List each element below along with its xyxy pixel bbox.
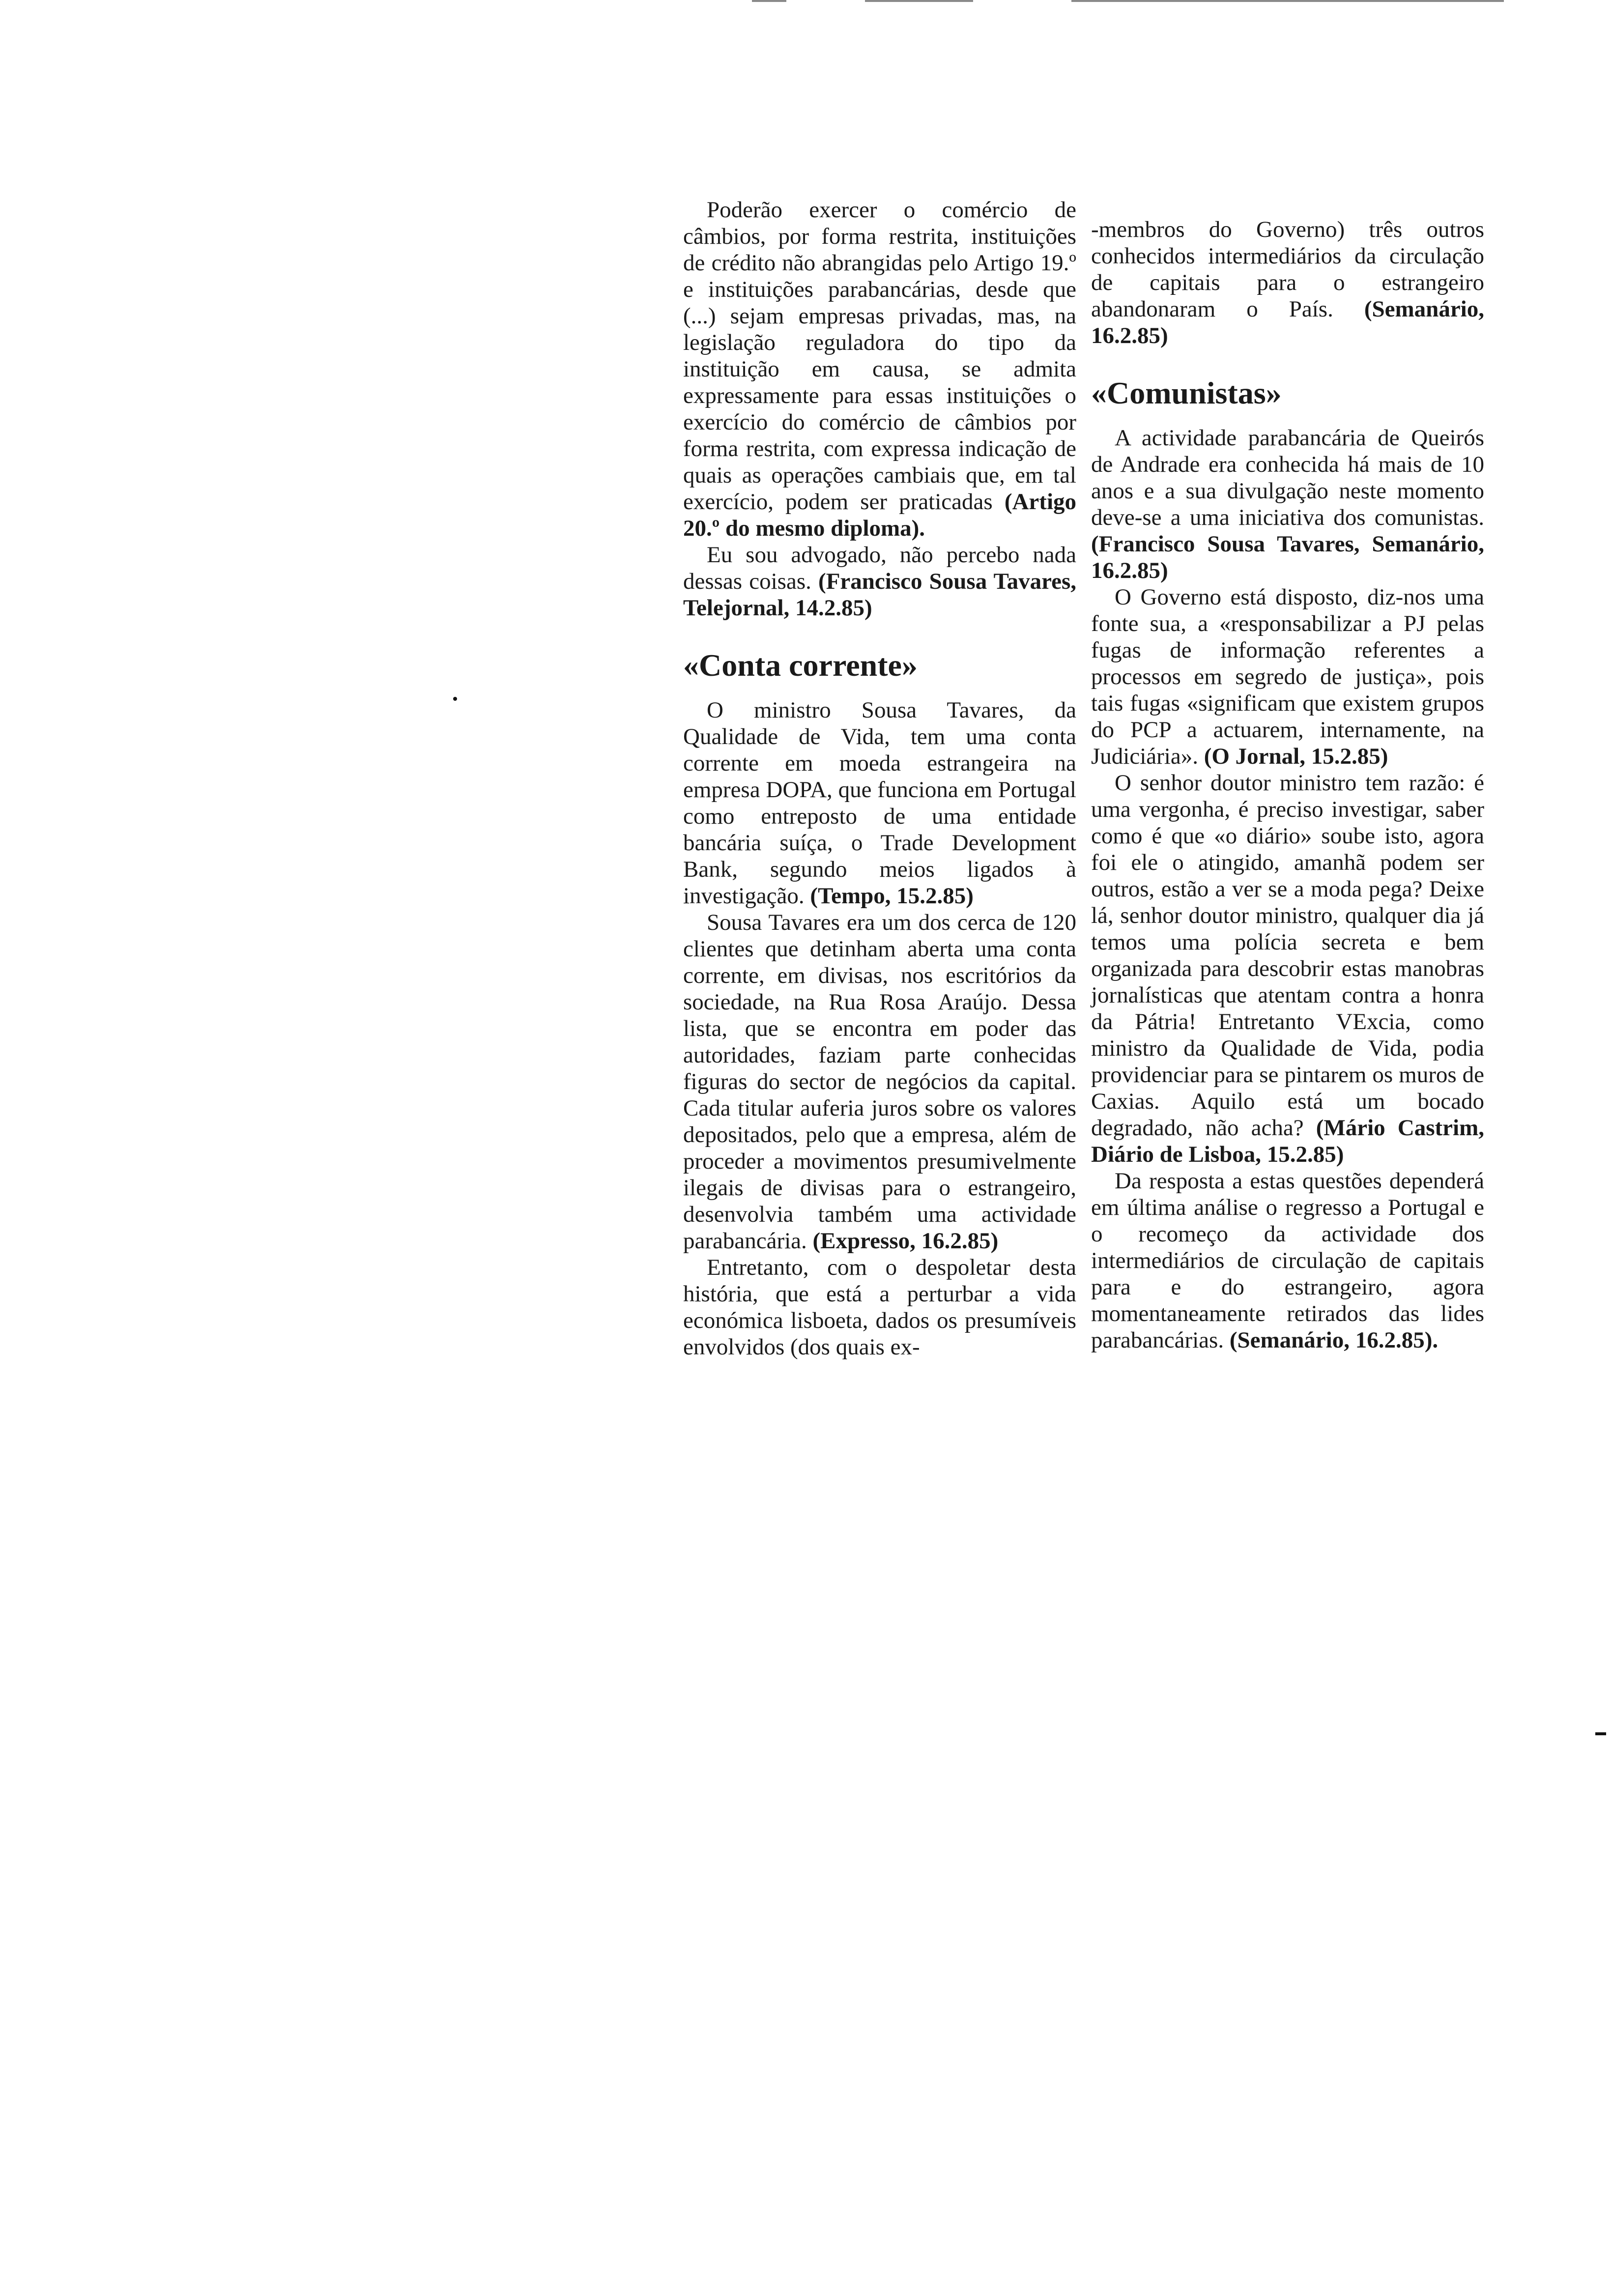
- article-paragraph: A actividade parabancária de Queirós de Andrade era conhecida há mais de 10 anos e a sua divulgação neste momento deve-se a uma iniciativa dos comunistas. (Francisco Sousa Tavares, Semanário, 16.2.85): [1091, 425, 1484, 583]
- article-paragraph: Da resposta a estas questões dependerá em última análise o regresso a Portugal e o recomeço da actividade dos intermediários de circulação de capitais para e do estrangeiro, agora momentaneamente retirados das lides parabancárias. (Semanário, 16.2.85).: [1091, 1168, 1484, 1353]
- scan-top-rule: [865, 0, 973, 2]
- right-column: [1091, 216, 1484, 1353]
- left-column: [683, 197, 1076, 1360]
- article-paragraph: Eu sou advogado, não percebo nada dessas coisas. (Francisco Sousa Tavares, Telejornal, 14.2.85): [683, 542, 1076, 621]
- source-citation: (Mário Castrim, Diário de Lisboa, 15.2.85): [1091, 1115, 1484, 1167]
- scan-top-rule: [1071, 0, 1504, 2]
- article-paragraph: -membros do Governo) três outros conhecidos intermediários da circulação de capitais para o estrangeiro abandonaram o País. (Semanário, 16.2.85): [1091, 217, 1484, 348]
- source-citation: (Francisco Sousa Tavares, Semanário, 16.2.85): [1091, 531, 1484, 583]
- source-citation: (Artigo 20.º do mesmo diploma).: [683, 489, 1077, 541]
- article-paragraph: Entretanto, com o despoletar desta história, que está a perturbar a vida económica lisboeta, dados os presumíveis envolvidos (dos quais ex-: [683, 1255, 1076, 1360]
- section-heading: «Comunistas»: [1091, 375, 1282, 410]
- source-citation: (O Jornal, 15.2.85): [1204, 744, 1388, 769]
- source-citation: (Tempo, 15.2.85): [810, 883, 974, 909]
- source-citation: (Francisco Sousa Tavares, Telejornal, 14.2.85): [683, 569, 1076, 621]
- source-citation: (Semanário, 16.2.85): [1091, 296, 1484, 348]
- article-paragraph: Sousa Tavares era um dos cerca de 120 clientes que detinham aberta uma conta corrente, em divisas, nos escritórios da sociedade, na Rua Rosa Araújo. Dessa lista, que se encontra em poder das autoridades, faziam parte conhecidas figuras do sector de negócios da capital. Cada titular auferia juros sobre os valores depositados, pelo que a empresa, além de proceder a movimentos presumivelmente ilegais de divisas para o estrangeiro, desenvolvia também uma actividade parabancária. (Expresso, 16.2.85): [683, 910, 1076, 1254]
- article-paragraph: O ministro Sousa Tavares, da Qualidade de Vida, tem uma conta corrente em moeda estrangeira na empresa DOPA, que funciona em Portugal como entreposto de uma entidade bancária suíça, o Trade Development Bank, segundo meios ligados à investigação. (Tempo, 15.2.85): [683, 697, 1076, 909]
- article-paragraph: O Governo está disposto, diz-nos uma fonte sua, a «responsabilizar a PJ pelas fugas de informação referentes a processos em segredo de justiça», pois tais fugas «significam que existem grupos do PCP a actuarem, internamente, na Judiciária». (O Jornal, 15.2.85): [1091, 584, 1484, 769]
- scan-top-rule: [752, 0, 786, 2]
- source-citation: (Expresso, 16.2.85): [812, 1228, 999, 1254]
- article-paragraph: O senhor doutor ministro tem razão: é uma vergonha, é preciso investigar, saber como é que «o diário» soube isto, agora foi ele o atingido, amanhã podem ser outros, estão a ver se a moda pega? Deixe lá, senhor doutor ministro, qualquer dia já temos uma polícia secreta e bem organizada para descobrir estas manobras jornalísticas que atentam contra a honra da Pátria! Entretanto VExcia, como ministro da Qualidade de Vida, podia providenciar para se pintarem os muros de Caxias. Aquilo está um bocado degradado, não acha? (Mário Castrim, Diário de Lisboa, 15.2.85): [1091, 770, 1484, 1167]
- scan-speck: [453, 697, 457, 701]
- section-heading: «Conta corrente»: [683, 648, 918, 683]
- article-paragraph: Poderão exercer o comércio de câmbios, por forma restrita, instituições de crédito não abrangidas pelo Artigo 19.º e instituições parabancárias, desde que (...) sejam empresas privadas, mas, na legislação reguladora do tipo da instituição em causa, se admita expressamente para essas instituições o exercício do comércio de câmbios por forma restrita, com expressa indicação de quais as operações cambiais que, em tal exercício, podem ser praticadas (Artigo 20.º do mesmo diploma).: [683, 197, 1077, 541]
- scan-speck: [1595, 1732, 1606, 1735]
- source-citation: (Semanário, 16.2.85).: [1229, 1327, 1439, 1353]
